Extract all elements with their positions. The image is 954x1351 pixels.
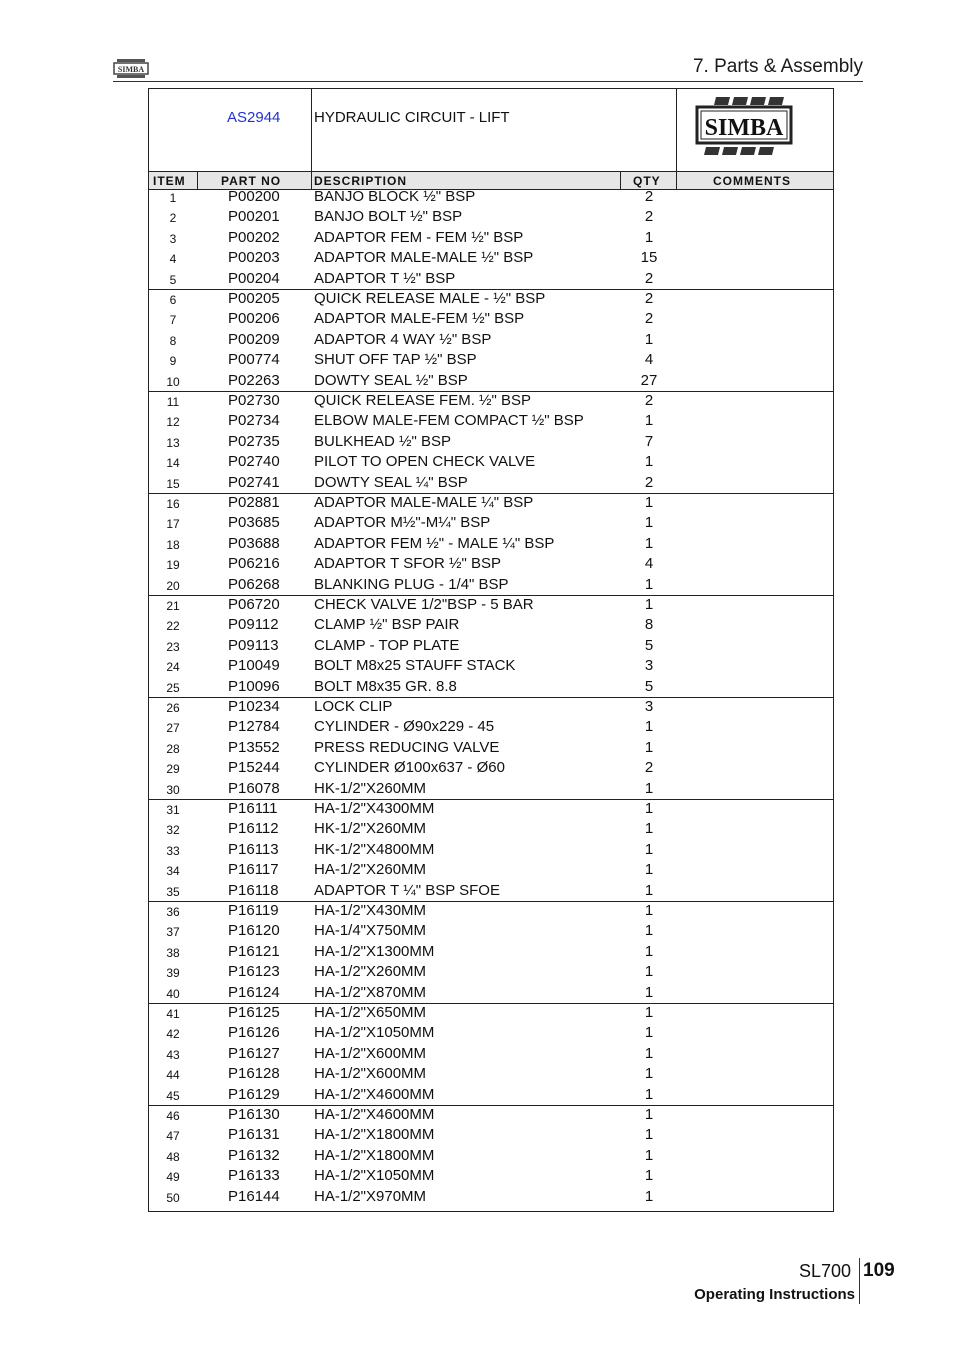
parts-sheet [148,88,834,1212]
part-number: P06216 [228,555,280,573]
table-row [149,493,833,513]
item-number: 6 [169,293,177,307]
part-qty: 1 [644,861,654,879]
item-number: 15 [166,476,180,491]
item-number: 42 [166,1027,180,1042]
part-description: ELBOW MALE-FEM COMPACT ½" BSP [314,412,584,430]
table-row [149,554,833,574]
table-row [149,1146,833,1166]
part-number: P16132 [228,1146,280,1164]
table-row [149,411,833,431]
table-row [149,921,833,941]
part-description: HA-1/2"X1800MM [314,1126,435,1144]
item-number: 14 [166,456,180,471]
table-row [149,513,833,533]
part-description: HA-1/2"X1050MM [314,1024,435,1042]
part-qty: 1 [644,412,654,430]
part-description: BLANKING PLUG - 1/4" BSP [314,575,509,593]
part-description: PILOT TO OPEN CHECK VALVE [314,453,536,471]
table-row [149,983,833,1003]
part-description: CLAMP ½" BSP PAIR [314,616,460,634]
part-qty: 1 [644,1044,654,1062]
item-number: 16 [166,497,180,511]
item-number: 41 [166,1007,180,1021]
header-rule [113,81,863,82]
table-row [149,758,833,778]
part-description: HA-1/2"X970MM [314,1187,427,1205]
part-number: P06268 [228,575,280,593]
part-description: HK-1/2"X260MM [314,820,427,838]
col-comments: COMMENTS [713,174,791,188]
item-number: 12 [166,415,180,430]
table-row [149,595,833,615]
divider [311,89,312,171]
part-description: HA-1/2"X260MM [314,861,427,879]
table-row [149,1044,833,1064]
table-row [149,677,833,697]
part-qty: 1 [644,534,654,552]
part-number: P09113 [228,636,279,654]
part-number: P00203 [228,249,280,267]
table-row [149,228,833,248]
part-qty: 1 [644,514,654,532]
part-qty: 15 [640,249,658,267]
svg-text:SIMBA: SIMBA [704,115,784,141]
table-row [149,636,833,656]
part-qty: 27 [640,371,658,389]
part-description: HA-1/2"X1050MM [314,1167,435,1185]
part-number: P16119 [228,902,279,919]
part-qty: 1 [644,1024,654,1042]
part-qty: 4 [644,351,654,369]
part-number: P00200 [228,188,280,205]
part-qty: 1 [644,1004,654,1021]
part-number: P00209 [228,330,280,348]
part-description: CYLINDER Ø100x637 - Ø60 [314,759,505,777]
table-row [149,1003,833,1023]
part-number: P16144 [228,1187,280,1205]
part-qty: 1 [644,1065,654,1083]
part-number: P16123 [228,963,280,981]
part-qty: 1 [644,575,654,593]
part-description: HK-1/2"X260MM [314,779,427,797]
item-number: 38 [166,945,180,960]
part-number: P16113 [228,840,279,858]
table-row [149,697,833,717]
part-qty: 1 [644,983,654,1001]
footer-model: SL700 [799,1261,852,1281]
part-description: QUICK RELEASE FEM. ½" BSP [314,392,532,409]
part-number: P16127 [228,1044,280,1062]
part-description: DOWTY SEAL ½" BSP [314,371,468,389]
table-row [149,962,833,982]
item-number: 10 [166,374,180,389]
item-number: 28 [166,741,180,756]
item-number: 27 [166,721,180,736]
table-row [149,350,833,370]
part-description: HA-1/2"X1300MM [314,942,435,960]
item-number: 33 [166,843,180,858]
item-number: 31 [166,803,180,817]
part-number: P02263 [228,371,280,389]
part-description: SHUT OFF TAP ½" BSP [314,351,477,369]
part-description: BANJO BLOCK ½" BSP [314,188,476,205]
part-number: P10049 [228,657,280,675]
item-number: 36 [166,905,180,919]
item-number: 21 [166,599,180,613]
col-part-no: PART NO [221,174,282,188]
item-number: 17 [166,517,180,532]
table-row [149,371,833,391]
part-qty: 1 [644,453,654,471]
part-description: ADAPTOR FEM - FEM ½" BSP [314,228,524,246]
part-number: P00206 [228,310,280,328]
col-qty: QTY [633,174,661,188]
part-description: BULKHEAD ½" BSP [314,432,452,450]
item-number: 11 [166,395,180,409]
part-number: P16131 [228,1126,280,1144]
item-number: 19 [166,558,180,573]
item-number: 50 [166,1190,180,1205]
part-qty: 1 [644,1146,654,1164]
part-qty: 5 [644,636,654,654]
part-number: P16118 [228,881,279,899]
part-description: HA-1/2"X650MM [314,1004,427,1021]
part-qty: 1 [644,881,654,899]
footer-divider [859,1258,860,1304]
part-number: P16120 [228,922,280,940]
item-number: 9 [169,354,177,369]
item-number: 20 [166,578,180,593]
part-number: P16126 [228,1024,280,1042]
part-number: P16124 [228,983,280,1001]
section-title: 7. Parts & Assembly [692,56,863,77]
part-number: P16117 [228,861,279,879]
part-description: ADAPTOR MALE-MALE ½" BSP [314,249,534,267]
part-qty: 1 [644,494,654,511]
item-number: 34 [166,864,180,879]
part-description: LOCK CLIP [314,698,393,715]
col-description: DESCRIPTION [314,174,408,188]
item-number: 43 [166,1047,180,1062]
part-description: HK-1/2"X4800MM [314,840,435,858]
part-qty: 1 [644,596,654,613]
part-qty: 1 [644,1187,654,1205]
part-description: ADAPTOR MALE-FEM ½" BSP [314,310,525,328]
table-row [149,432,833,452]
part-number: P02740 [228,453,280,471]
table-row [149,840,833,860]
table-row [149,452,833,472]
table-row [149,391,833,411]
table-row [149,269,833,289]
part-qty: 1 [644,738,654,756]
part-description: HA-1/2"X870MM [314,983,427,1001]
part-number: P16133 [228,1167,280,1185]
table-row [149,207,833,227]
assembly-number: AS2944 [227,109,281,126]
part-description: HA-1/2"X430MM [314,902,427,919]
table-row [149,309,833,329]
part-description: BOLT M8x25 STAUFF STACK [314,657,516,675]
part-qty: 4 [644,555,654,573]
item-number: 7 [169,313,177,328]
item-number: 23 [166,639,180,654]
part-description: HA-1/2"X4600MM [314,1085,435,1103]
part-qty: 2 [644,269,654,287]
assembly-header [149,89,833,171]
part-description: HA-1/2"X4600MM [314,1106,435,1123]
part-description: HA-1/4"X750MM [314,922,427,940]
part-description: HA-1/2"X600MM [314,1044,427,1062]
part-qty: 1 [644,840,654,858]
part-number: P13552 [228,738,280,756]
part-qty: 2 [644,310,654,328]
part-description: DOWTY SEAL ¼" BSP [314,473,468,491]
part-number: P02735 [228,432,280,450]
table-row [149,860,833,880]
part-number: P15244 [228,759,280,777]
page-number: 109 [863,1260,895,1281]
part-qty: 3 [644,657,654,675]
item-number: 49 [166,1170,180,1185]
part-description: HA-1/2"X260MM [314,963,427,981]
table-row [149,1166,833,1186]
item-number: 39 [166,966,180,981]
divider [676,89,677,171]
table-row [149,901,833,921]
item-number: 32 [166,823,180,838]
part-number: P16121 [228,942,280,960]
part-description: HA-1/2"X1800MM [314,1146,435,1164]
table-row [149,1023,833,1043]
item-number: 48 [166,1149,180,1164]
table-row [149,819,833,839]
part-qty: 1 [644,1167,654,1185]
item-number: 44 [166,1068,180,1083]
part-description: BOLT M8x35 GR. 8.8 [314,677,457,695]
part-qty: 1 [644,1106,654,1123]
part-qty: 1 [644,800,654,817]
part-description: CHECK VALVE 1/2"BSP - 5 BAR [314,596,534,613]
table-row [149,738,833,758]
part-number: P16125 [228,1004,280,1021]
part-description: ADAPTOR M½"-M¼" BSP [314,514,491,532]
part-number: P09112 [228,616,279,634]
table-row [149,289,833,309]
table-row [149,615,833,635]
part-description: HA-1/2"X600MM [314,1065,427,1083]
part-description: QUICK RELEASE MALE - ½" BSP [314,290,546,307]
item-number: 5 [169,272,177,287]
part-qty: 2 [644,759,654,777]
part-number: P00205 [228,290,280,307]
col-item: ITEM [153,174,186,188]
simba-logo-icon [694,95,794,159]
table-row [149,248,833,268]
part-description: ADAPTOR MALE-MALE ¼" BSP [314,494,534,511]
part-qty: 1 [644,330,654,348]
part-number: P02741 [228,473,280,491]
part-description: ADAPTOR T ¼" BSP SFOE [314,881,500,899]
item-number: 24 [166,660,180,675]
item-number: 1 [169,191,177,205]
part-description: BANJO BOLT ½" BSP [314,208,463,226]
part-number: P02730 [228,392,280,409]
part-number: P16129 [228,1085,280,1103]
part-number: P02881 [228,494,280,511]
part-description: CYLINDER - Ø90x229 - 45 [314,718,495,736]
part-number: P16111 [228,800,278,817]
item-number: 4 [169,252,177,267]
part-description: PRESS REDUCING VALVE [314,738,500,756]
part-number: P00202 [228,228,280,246]
part-qty: 2 [644,208,654,226]
item-number: 3 [169,231,177,246]
table-row [149,330,833,350]
part-number: P16128 [228,1065,280,1083]
part-qty: 1 [644,228,654,246]
part-description: ADAPTOR 4 WAY ½" BSP [314,330,492,348]
item-number: 46 [166,1109,180,1123]
part-number: P16112 [228,820,279,838]
part-qty: 1 [644,942,654,960]
part-number: P16078 [228,779,280,797]
table-row [149,1105,833,1125]
item-number: 37 [166,925,180,940]
item-number: 13 [166,435,180,450]
item-number: 25 [166,680,180,695]
part-number: P00201 [228,208,280,226]
table-row [149,779,833,799]
part-description: ADAPTOR T ½" BSP [314,269,456,287]
part-description: CLAMP - TOP PLATE [314,636,460,654]
item-number: 45 [166,1088,180,1103]
item-number: 29 [166,762,180,777]
part-description: HA-1/2"X4300MM [314,800,435,817]
simba-logo-icon [113,58,149,80]
table-row [149,1125,833,1145]
part-description: ADAPTOR FEM ½" - MALE ¼" BSP [314,534,555,552]
part-qty: 1 [644,963,654,981]
part-qty: 7 [644,432,654,450]
part-number: P06720 [228,596,280,613]
table-row [149,1064,833,1084]
part-qty: 2 [644,290,654,307]
part-qty: 1 [644,1126,654,1144]
part-qty: 1 [644,922,654,940]
part-qty: 2 [644,392,654,409]
table-row [149,534,833,554]
part-number: P02734 [228,412,280,430]
part-qty: 1 [644,718,654,736]
table-row [149,799,833,819]
table-row [149,187,833,207]
part-number: P10234 [228,698,280,715]
part-number: P16130 [228,1106,280,1123]
part-number: P12784 [228,718,280,736]
part-qty: 1 [644,902,654,919]
part-qty: 1 [644,779,654,797]
table-row [149,575,833,595]
part-number: P03688 [228,534,280,552]
part-qty: 1 [644,820,654,838]
footer-subtitle: Operating Instructions [694,1286,855,1303]
part-qty: 8 [644,616,654,634]
table-row [149,881,833,901]
item-number: 26 [166,701,180,715]
table-row [149,1187,833,1207]
part-qty: 5 [644,677,654,695]
svg-text:SIMBA: SIMBA [117,65,145,74]
part-description: ADAPTOR T SFOR ½" BSP [314,555,502,573]
part-number: P00774 [228,351,280,369]
table-row [149,1085,833,1105]
table-row [149,656,833,676]
part-number: P10096 [228,677,280,695]
part-number: P03685 [228,514,280,532]
item-number: 18 [166,537,180,552]
item-number: 22 [166,619,180,634]
item-number: 47 [166,1129,180,1144]
table-row [149,473,833,493]
item-number: 8 [169,333,177,348]
item-number: 2 [169,211,177,226]
table-row [149,717,833,737]
assembly-title: HYDRAULIC CIRCUIT - LIFT [314,109,510,126]
table-row [149,942,833,962]
part-number: P00204 [228,269,280,287]
item-number: 30 [166,782,180,797]
item-number: 35 [166,884,180,899]
part-qty: 2 [644,473,654,491]
part-qty: 2 [644,188,654,205]
part-qty: 3 [644,698,654,715]
part-qty: 1 [644,1085,654,1103]
item-number: 40 [166,986,180,1001]
